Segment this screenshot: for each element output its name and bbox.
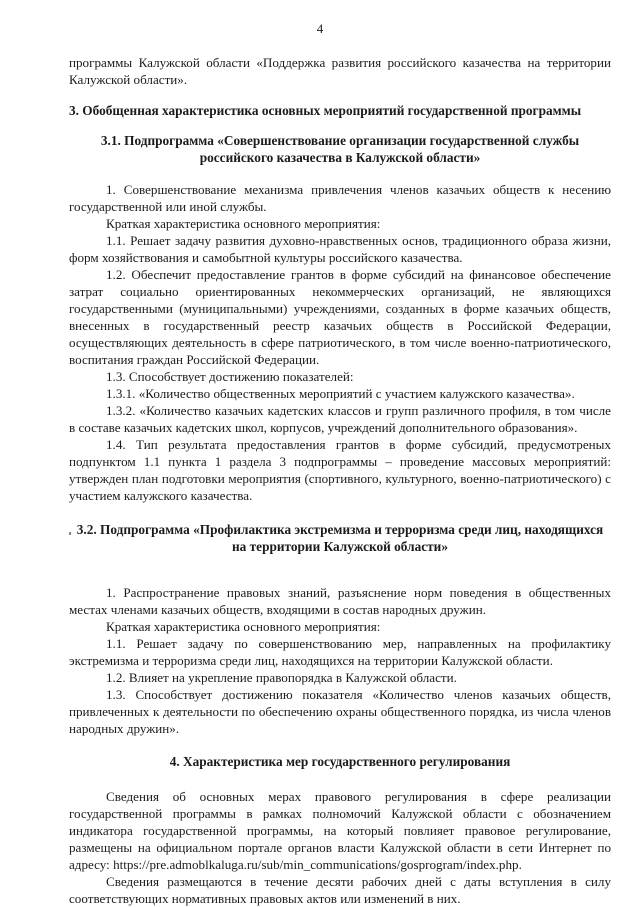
sec4-paragraph-2: Сведения размещаются в течение десяти рабочих дней с даты вступления в силу соответствующих нормативных правовых актов или изменений в них. <box>69 874 611 906</box>
sub1-paragraph-6: 1.3.1. «Количество общественных мероприятий с участием калужского казачества». <box>106 386 575 401</box>
intro-paragraph: программы Калужской области «Поддержка развития российского казачества на территории Калужской области». <box>69 55 611 87</box>
section-4-heading: 4. Характеристика мер государственного регулирования <box>169 754 511 769</box>
sub1-paragraph-2: Краткая характеристика основного мероприятия: <box>106 216 381 231</box>
subprogram-3-1-heading: 3.1. Подпрограмма «Совершенствование организации государственной службы российского казачества в Калужской области» <box>100 133 580 165</box>
scan-mark <box>69 532 71 535</box>
sub2-paragraph-3: 1.1. Решает задачу по совершенствованию мер, направленных на профилактику экстремизма и терроризма среди лиц, находящихся на территории Калужской области. <box>69 636 611 668</box>
document-body <box>69 54 611 907</box>
sub2-paragraph-2: Краткая характеристика основного мероприятия: <box>106 619 381 634</box>
sec4-paragraph-1: Сведения об основных мерах правового регулирования в сфере реализации государственной программы в рамках полномочий Калужской области с обозначением индикатора государственной программы, на который повлияет правовое регулирование, размещены на официальном портале органов власти Калужской области в сети Интернет по адресу: https://pre.admoblkaluga.ru/sub/min_communications/gosprogram/index.php. <box>69 789 611 872</box>
sub1-paragraph-4: 1.2. Обеспечит предоставление грантов в форме субсидий на финансовое обеспечение затрат социально ориентированных некоммерческих организаций, не являющихся государственными (муниципальными) учреждениями, созданных в форме казачьих обществ, внесенных в государственный реестр казачьих обществ в Российской Федерации, осуществляющих деятельность в сфере патриотического, в том числе военно-патриотического, воспитания граждан Российской Федерации. <box>69 267 611 367</box>
sub1-paragraph-8: 1.4. Тип результата предоставления грантов в форме субсидий, предусмотреных подпунктом 1.1 пункта 1 раздела 3 подпрограммы – проведение массовых мероприятий: утвержден план подготовки мероприятия (спортивного, культурного, военно-патриотического) с участием калужского казачества. <box>69 437 611 503</box>
sub2-paragraph-5: 1.3. Способствует достижению показателя «Количество членов казачьих обществ, привлеченных к деятельности по обеспечению охраны общественного порядка, из числа членов народных дружин». <box>69 687 611 736</box>
sub2-paragraph-4: 1.2. Влияет на укрепление правопорядка в Калужской области. <box>106 670 457 685</box>
page-number: 4 <box>316 21 324 36</box>
sub1-paragraph-3: 1.1. Решает задачу развития духовно-нравственных основ, традиционного образа жизни, форм хозяйствования и самобытной культуры российского казачества. <box>69 233 611 265</box>
sub2-paragraph-1: 1. Распространение правовых знаний, разъяснение норм поведения в общественных местах членами казачьих обществ, входящими в состав народных дружин. <box>69 585 611 617</box>
sub1-paragraph-5: 1.3. Способствует достижению показателей: <box>106 369 354 384</box>
section-3-heading: 3. Обобщенная характеристика основных мероприятий государственной программы <box>69 103 582 118</box>
sub1-paragraph-1: 1. Совершенствование механизма привлечения членов казачьих обществ к несению государственной или иной службы. <box>69 182 611 214</box>
sub1-paragraph-7: 1.3.2. «Количество казачьих кадетских классов и групп различного профиля, в том числе в составе казачьих кадетских школ, корпусов, учреждений дополнительного образования». <box>69 403 611 435</box>
subprogram-3-2-heading: 3.2. Подпрограмма «Профилактика экстремизма и терроризма среди лиц, находящихся на территории Калужской области» <box>76 522 604 554</box>
